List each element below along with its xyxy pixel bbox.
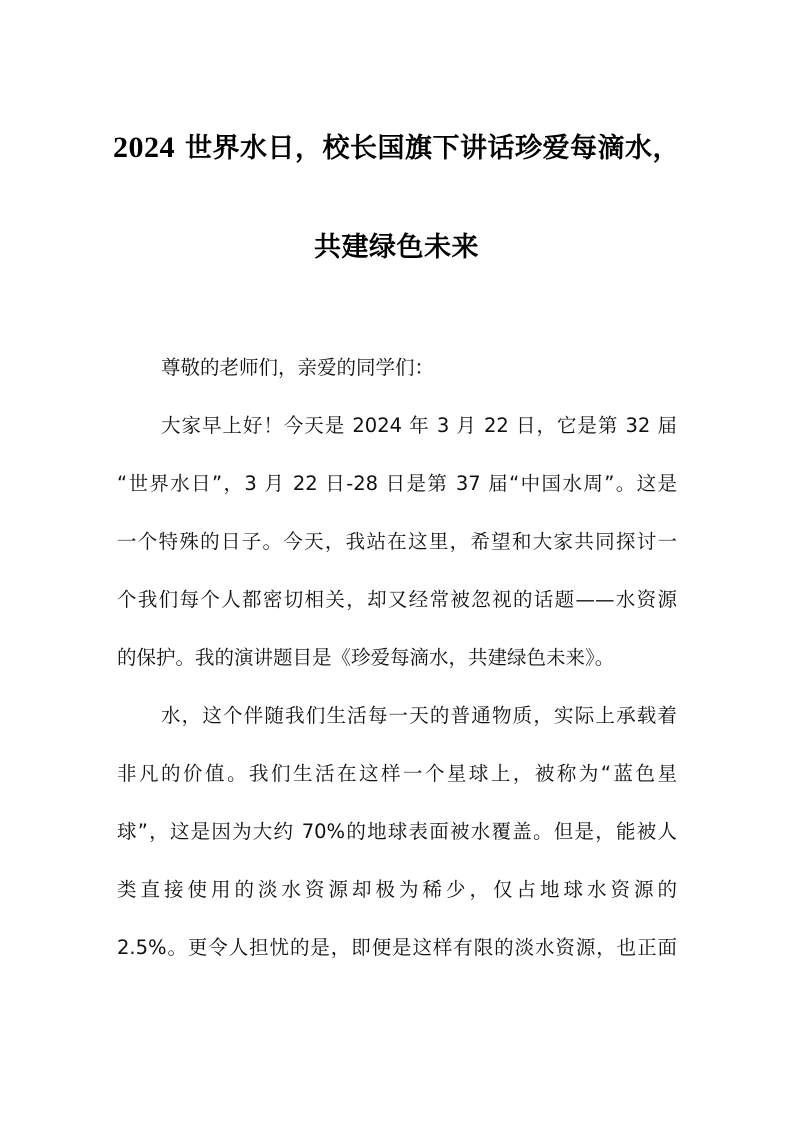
- paragraph-line: 的保护。我的演讲题目是《珍爱每滴水，共建绿色未来》。: [117, 646, 615, 669]
- paragraph-line: 一个特殊的日子。今天，我站在这里，希望和大家共同探讨一: [117, 530, 677, 553]
- paragraph-line: 大家早上好！今天是 2024 年 3 月 22 日，它是第 32 届: [161, 414, 677, 437]
- document-title-line-1: [0, 130, 793, 167]
- paragraph-line: 球”，这是因为大约 70%的地球表面被水覆盖。但是，能被人: [117, 820, 677, 843]
- paragraph-line: “世界水日”，3 月 22 日-28 日是第 37 届“中国水周”。这是: [117, 472, 677, 495]
- title-text-1: 世界水日，校长国旗下讲话珍爱每滴水，: [175, 133, 680, 164]
- title-year: 2024: [113, 131, 176, 164]
- document-body: [117, 350, 677, 988]
- salutation-line: 尊敬的老师们，亲爱的同学们：: [161, 356, 435, 379]
- paragraph-line: 2.5%。更令人担忧的是，即便是这样有限的淡水资源，也正面: [117, 936, 677, 959]
- paragraph-line: 非凡的价值。我们生活在这样一个星球上，被称为“蓝色星: [117, 762, 677, 785]
- paragraph-line: 个我们每个人都密切相关，却又经常被忽视的话题——水资源: [117, 588, 677, 611]
- paragraph-line: 水，这个伴随我们生活每一天的普通物质，实际上承载着: [161, 704, 677, 727]
- document-title-line-2: 共建绿色未来: [314, 232, 479, 263]
- paragraph-line: 类直接使用的淡水资源却极为稀少，仅占地球水资源的: [117, 878, 677, 901]
